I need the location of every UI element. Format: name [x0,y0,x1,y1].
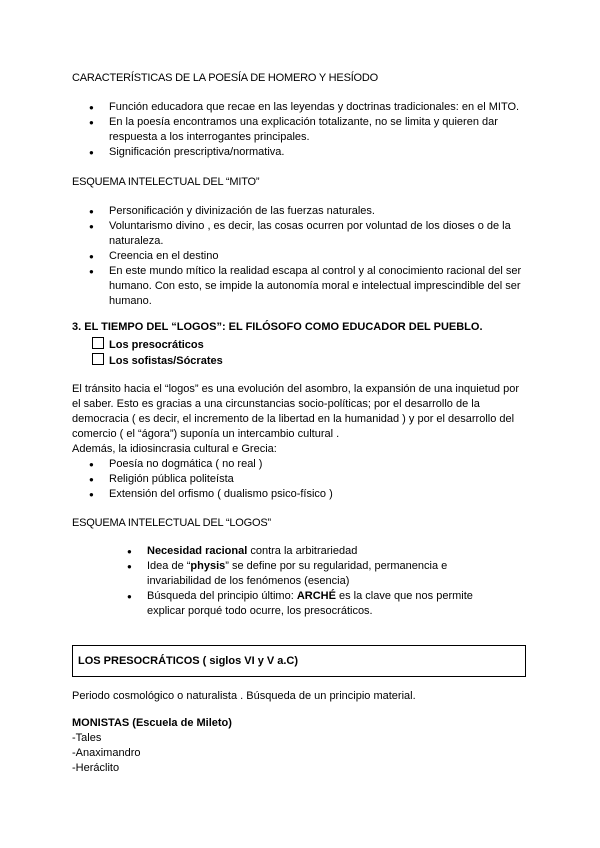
heading-esquema-mito: ESQUEMA INTELECTUAL DEL “MITO” [72,176,260,188]
presocraticos-title-box [72,645,526,677]
list-item: ● Función educadora que recae en las leyendas y doctrinas tradicionales: en el MITO. [89,100,542,115]
list-item: ● Búsqueda del principio último: ARCHÉ es la clave que nos permite explicar porqué todo ocurre, los presocráticos. [127,589,532,619]
heading-esquema-logos: ESQUEMA INTELECTUAL DEL “LOGOS” [72,517,271,529]
checklist-item-presocraticos[interactable] [92,337,204,353]
list-item: -Heráclito [72,762,120,774]
list-poesia-characteristics [72,100,542,160]
list-item: ● Extensión del orfismo ( dualismo psico-físico ) [89,487,532,502]
checklist-label: Los sofistas/Sócrates [109,355,223,367]
heading-tiempo-logos: 3. EL TIEMPO DEL “LOGOS”: EL FILÓSOFO COMO EDUCADOR DEL PUEBLO. [72,321,483,333]
list-esquema-mito [72,204,542,309]
paragraph-transito-logos: El tránsito hacia el “logos” es una evolución del asombro, la expansión de una inquietud por el saber. Esto es gracias a una circunstancias socio-políticas; por el desarrollo de la democracia ( es decir, el incremento de la libertad en la humanidad ) y por el desarrollo del comercio ( el “ágora”) suponía un intercambio cultural . [72,383,520,440]
bold-term: physis [190,560,226,572]
checklist-item-sofistas[interactable] [92,353,223,369]
subheading-monistas: MONISTAS (Escuela de Mileto) [72,717,232,729]
checklist-label: Los presocráticos [109,339,204,351]
list-item: -Anaximandro [72,747,141,759]
heading-poesia-homero: CARACTERÍSTICAS DE LA POESÍA DE HOMERO Y HESÍODO [72,72,379,84]
list-esquema-logos [72,544,532,619]
bold-term: Necesidad racional [147,545,248,557]
list-item: ● Necesidad racional contra la arbitrariedad [127,544,532,559]
list-item: -Tales [72,732,102,744]
list-item: ● Voluntarismo divino , es decir, las cosas ocurren por voluntad de los dioses o de la naturaleza. [89,219,542,249]
bold-term: ARCHÉ [296,590,336,602]
list-idiosincrasia [72,457,532,502]
list-item: ● En este mundo mítico la realidad escapa al control y al conocimiento racional del ser humano. Con esto, se impide la autonomía moral e intelectual imprescindible del ser humano. [89,264,542,309]
list-item: ● Creencia en el destino [89,249,542,264]
paragraph-periodo: Periodo cosmológico o naturalista . Búsqueda de un principio material. [72,690,416,702]
list-item: ● Personificación y divinización de las fuerzas naturales. [89,204,542,219]
list-item: ● Poesía no dogmática ( no real ) [89,457,532,472]
list-item: ● En la poesía encontramos una explicación totalizante, no se limita y quieren dar respuesta a los interrogantes principales. [89,115,542,145]
list-item: ● Religión pública politeísta [89,472,532,487]
list-item: ● Significación prescriptiva/normativa. [89,145,542,160]
checkbox-icon[interactable] [92,353,104,365]
paragraph-idiosincrasia: Además, la idiosincrasia cultural e Grecia: [72,443,277,455]
checkbox-icon[interactable] [92,337,104,349]
list-item: ● Idea de “physis” se define por su regularidad, permanencia e invariabilidad de los fenómenos (esencia) [127,559,532,589]
box-title: LOS PRESOCRÁTICOS ( siglos VI y V a.C) [78,655,299,667]
